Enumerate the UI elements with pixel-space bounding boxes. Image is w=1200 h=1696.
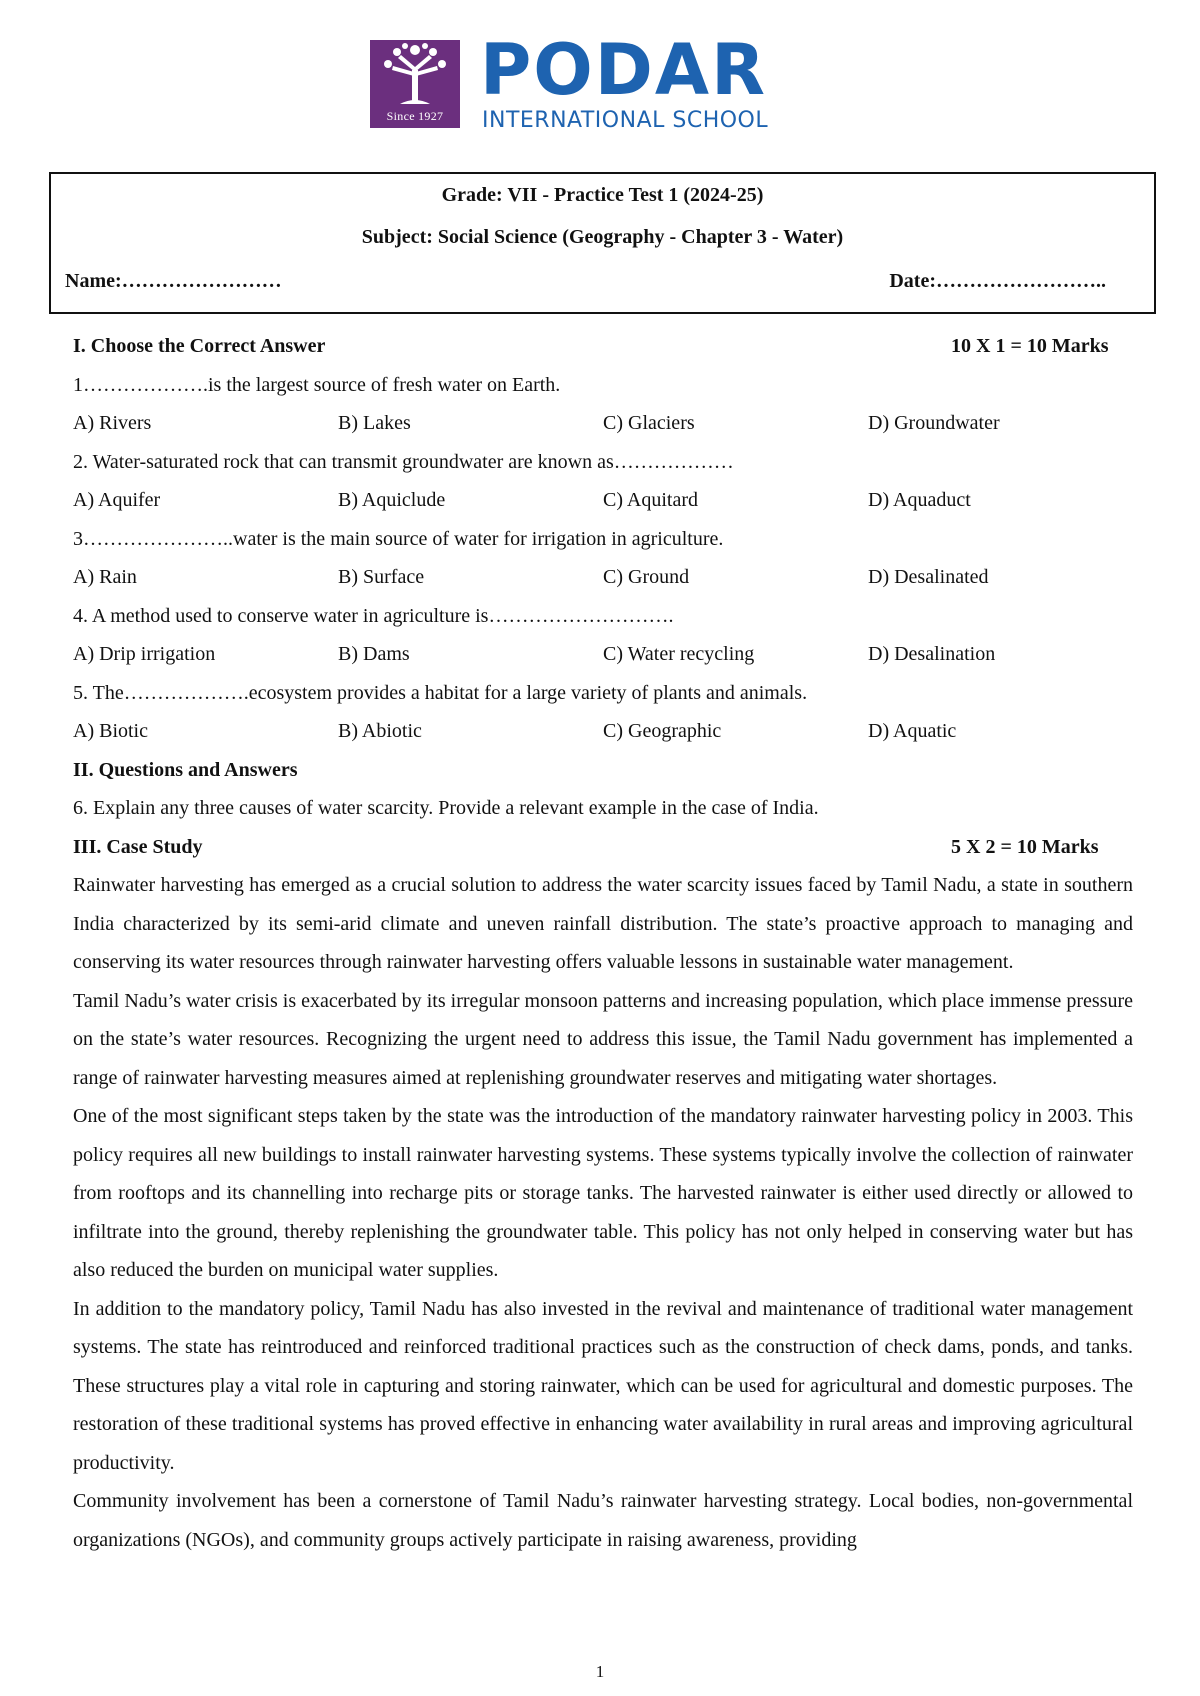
subject-line: Subject: Social Science (Geography - Chapter 3 - Water) bbox=[361, 226, 844, 248]
name-field: Name:…………………… bbox=[65, 270, 282, 292]
case-study-text bbox=[73, 866, 1133, 1559]
option-b: B) Abiotic bbox=[338, 720, 422, 742]
grade-line: Grade: VII - Practice Test 1 (2024-25) bbox=[441, 184, 764, 206]
test-content bbox=[73, 327, 1133, 1559]
section-2-heading bbox=[73, 751, 1133, 790]
question-4-options bbox=[73, 635, 1133, 674]
question-1-options bbox=[73, 404, 1133, 443]
option-d: D) Aquaduct bbox=[868, 489, 971, 511]
question-2: 2. Water-saturated rock that can transmit groundwater are known as……………… bbox=[73, 450, 734, 473]
date-field: Date:…………………….. bbox=[889, 270, 1106, 292]
section-3-heading bbox=[73, 828, 1133, 867]
test-header-box bbox=[49, 172, 1156, 314]
option-d: D) Desalination bbox=[868, 643, 996, 665]
option-a: A) Drip irrigation bbox=[73, 643, 216, 665]
case-study-paragraph: Community involvement has been a cornerstone of Tamil Nadu’s rainwater harvesting strategy. Local bodies, non-governmental organizations (NGOs), and community groups actively participate in raising awareness, providing bbox=[73, 1490, 1133, 1551]
section-1-title: I. Choose the Correct Answer bbox=[73, 335, 326, 357]
question-3: 3…………………..water is the main source of water for irrigation in agriculture. bbox=[73, 527, 724, 550]
section-3-marks: 5 X 2 = 10 Marks bbox=[951, 835, 1099, 858]
question-6: 6. Explain any three causes of water scarcity. Provide a relevant example in the case of India. bbox=[73, 797, 819, 819]
option-a: A) Biotic bbox=[73, 720, 148, 742]
question-5-options bbox=[73, 712, 1133, 751]
option-b: B) Surface bbox=[338, 566, 425, 588]
question-4: 4. A method used to conserve water in agriculture is………………………. bbox=[73, 604, 674, 627]
case-study-paragraph: Tamil Nadu’s water crisis is exacerbated by its irregular monsoon patterns and increasing population, which place immense pressure on the state’s water resources. Recognizing the urgent need to address this issue, the Tamil Nadu government has implemented a range of rainwater harvesting measures aimed at replenishing groundwater reserves and mitigating water shortages. bbox=[73, 989, 1133, 1089]
section-1-heading bbox=[73, 327, 1133, 366]
question-2-options bbox=[73, 481, 1133, 520]
option-a: A) Rain bbox=[73, 566, 137, 588]
option-c: C) Glaciers bbox=[603, 412, 695, 434]
case-study-paragraph: In addition to the mandatory policy, Tamil Nadu has also invested in the revival and maintenance of traditional water management systems. The state has reintroduced and reinforced traditional practices such as the construction of check dams, ponds, and tanks. These structures play a vital role in capturing and storing rainwater, which can be used for agricultural and domestic purposes. The restoration of these traditional systems has proved effective in enhancing water availability in rural areas and improving agricultural productivity. bbox=[73, 1297, 1133, 1474]
logo-name: PODAR bbox=[480, 29, 767, 111]
tree-emblem-icon bbox=[370, 40, 460, 128]
page-number: 1 bbox=[595, 1662, 605, 1681]
section-1-marks: 10 X 1 = 10 Marks bbox=[951, 335, 1109, 357]
option-c: C) Ground bbox=[603, 566, 690, 588]
section-2-title: II. Questions and Answers bbox=[73, 758, 298, 781]
question-1: 1……………….is the largest source of fresh water on Earth. bbox=[73, 373, 561, 396]
case-study-paragraph: One of the most significant steps taken by the state was the introduction of the mandatory rainwater harvesting policy in 2003. This policy requires all new buildings to install rainwater harvesting systems. These systems typically involve the collection of rainwater from rooftops and its channelling into recharge pits or storage tanks. The harvested rainwater is either used directly or allowed to infiltrate into the ground, thereby replenishing the groundwater table. This policy has not only helped in conserving water but has also reduced the burden on municipal water supplies. bbox=[73, 1105, 1133, 1281]
logo-subtitle: INTERNATIONAL SCHOOL bbox=[482, 108, 769, 133]
school-logo bbox=[370, 29, 840, 133]
logo-since-text: Since 1927 bbox=[386, 109, 444, 123]
section-3-title: III. Case Study bbox=[73, 835, 203, 858]
option-a: A) Aquifer bbox=[73, 489, 161, 511]
option-d: D) Groundwater bbox=[868, 412, 1000, 434]
question-3-options bbox=[73, 558, 1133, 597]
option-c: C) Geographic bbox=[603, 720, 722, 742]
option-d: D) Aquatic bbox=[868, 720, 957, 742]
option-c: C) Water recycling bbox=[603, 643, 755, 665]
option-a: A) Rivers bbox=[73, 412, 152, 434]
question-5: 5. The……………….ecosystem provides a habitat for a large variety of plants and animals. bbox=[73, 681, 808, 704]
option-b: B) Aquiclude bbox=[338, 489, 446, 511]
option-c: C) Aquitard bbox=[603, 489, 698, 511]
option-d: D) Desalinated bbox=[868, 566, 989, 588]
case-study-paragraph: Rainwater harvesting has emerged as a crucial solution to address the water scarcity issues faced by Tamil Nadu, a state in southern India characterized by its semi-arid climate and uneven rainfall distribution. The state’s proactive approach to managing and conserving its water resources through rainwater harvesting offers valuable lessons in sustainable water management. bbox=[73, 874, 1133, 973]
option-b: B) Dams bbox=[338, 643, 410, 665]
option-b: B) Lakes bbox=[338, 412, 411, 434]
